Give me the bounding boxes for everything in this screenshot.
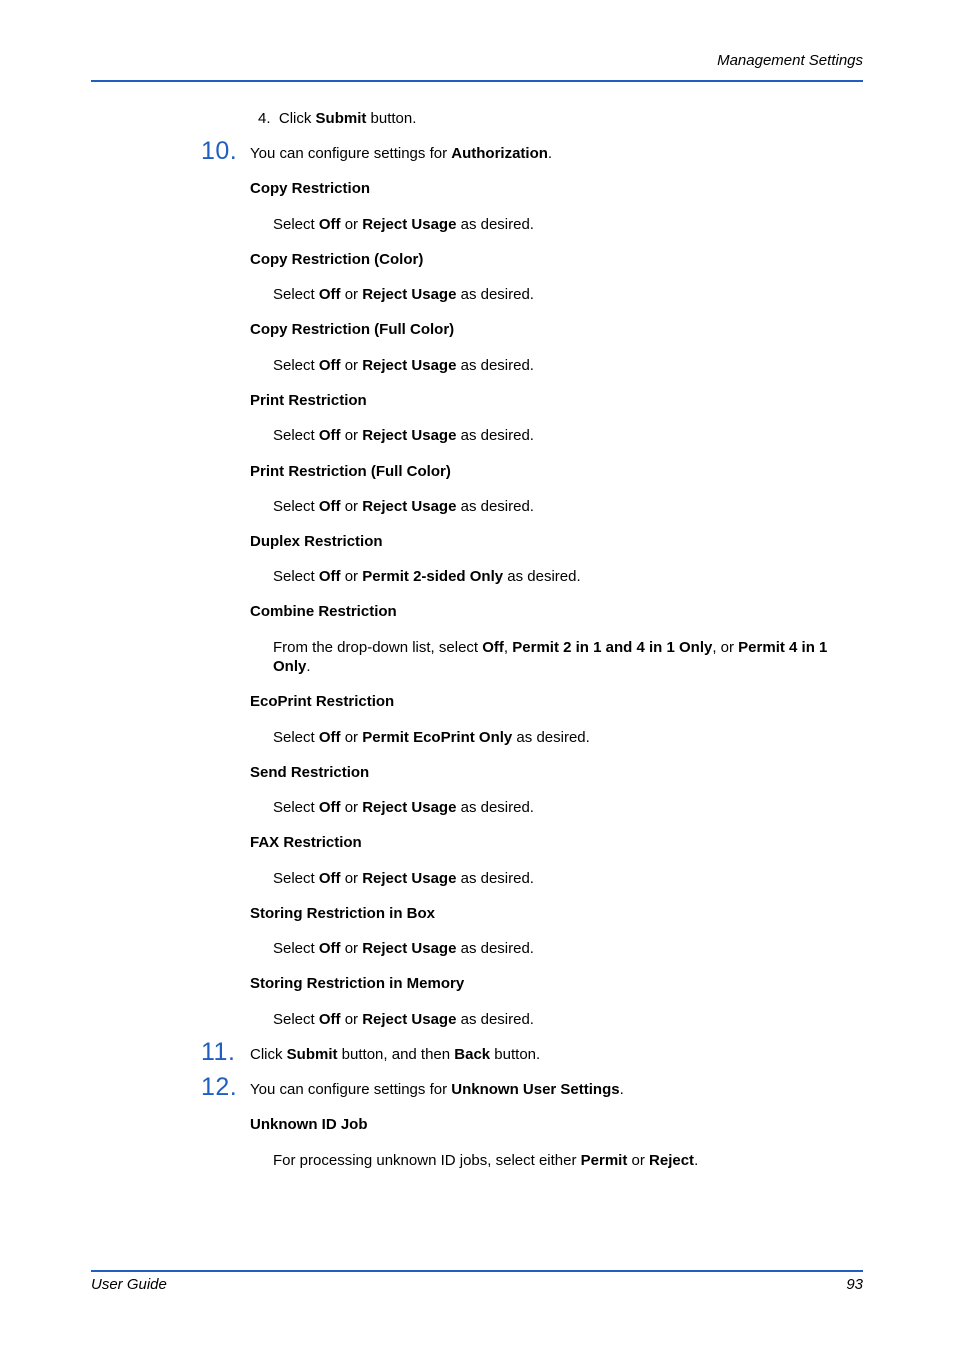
substep-4: 4. Click Submit button. [258,110,417,127]
setting-description: For processing unknown ID jobs, select either Permit or Reject. [273,1152,699,1169]
setting-description: Select Off or Reject Usage as desired. [273,427,534,444]
setting-description: Select Off or Reject Usage as desired. [273,216,534,233]
step-number-10: 10. [201,137,238,165]
setting-heading: EcoPrint Restriction [250,693,395,710]
setting-heading: Copy Restriction [250,180,371,197]
setting-heading: Storing Restriction in Box [250,905,436,922]
setting-heading: Send Restriction [250,764,370,781]
setting-description: Select Off or Reject Usage as desired. [273,286,534,303]
step-10-text: You can configure settings for Authorization. [250,145,553,162]
setting-heading: Copy Restriction (Full Color) [250,321,455,338]
step-11-text: Click Submit button, and then Back button. [250,1046,541,1063]
setting-description: Select Off or Reject Usage as desired. [273,498,534,515]
setting-heading: Print Restriction (Full Color) [250,463,451,480]
footer-rule [91,1270,863,1272]
step-number-11: 11. [201,1038,236,1066]
setting-heading: Print Restriction [250,392,367,409]
header-rule [91,80,863,82]
setting-heading: Copy Restriction (Color) [250,251,424,268]
setting-description: Select Off or Reject Usage as desired. [273,799,534,816]
setting-heading: FAX Restriction [250,834,362,851]
setting-heading: Duplex Restriction [250,533,383,550]
setting-description: From the drop-down list, select Off, Permit 2 in 1 and 4 in 1 Only, or Permit 4 in 1 Only. [273,639,828,675]
setting-heading: Storing Restriction in Memory [250,975,465,992]
setting-description: Select Off or Permit 2-sided Only as desired. [273,568,581,585]
setting-description: Select Off or Reject Usage as desired. [273,357,534,374]
setting-heading: Unknown ID Job [250,1116,368,1133]
step-number-12: 12. [201,1073,238,1101]
setting-description: Select Off or Reject Usage as desired. [273,940,534,957]
page-number: 93 [846,1276,863,1293]
setting-description: Select Off or Reject Usage as desired. [273,870,534,887]
setting-description: Select Off or Reject Usage as desired. [273,1011,534,1028]
setting-description: Select Off or Permit EcoPrint Only as desired. [273,729,590,746]
step-12-text: You can configure settings for Unknown User Settings. [250,1081,624,1098]
setting-heading: Combine Restriction [250,603,397,620]
running-header-title: Management Settings [717,52,863,69]
footer-guide-title: User Guide [91,1276,167,1293]
